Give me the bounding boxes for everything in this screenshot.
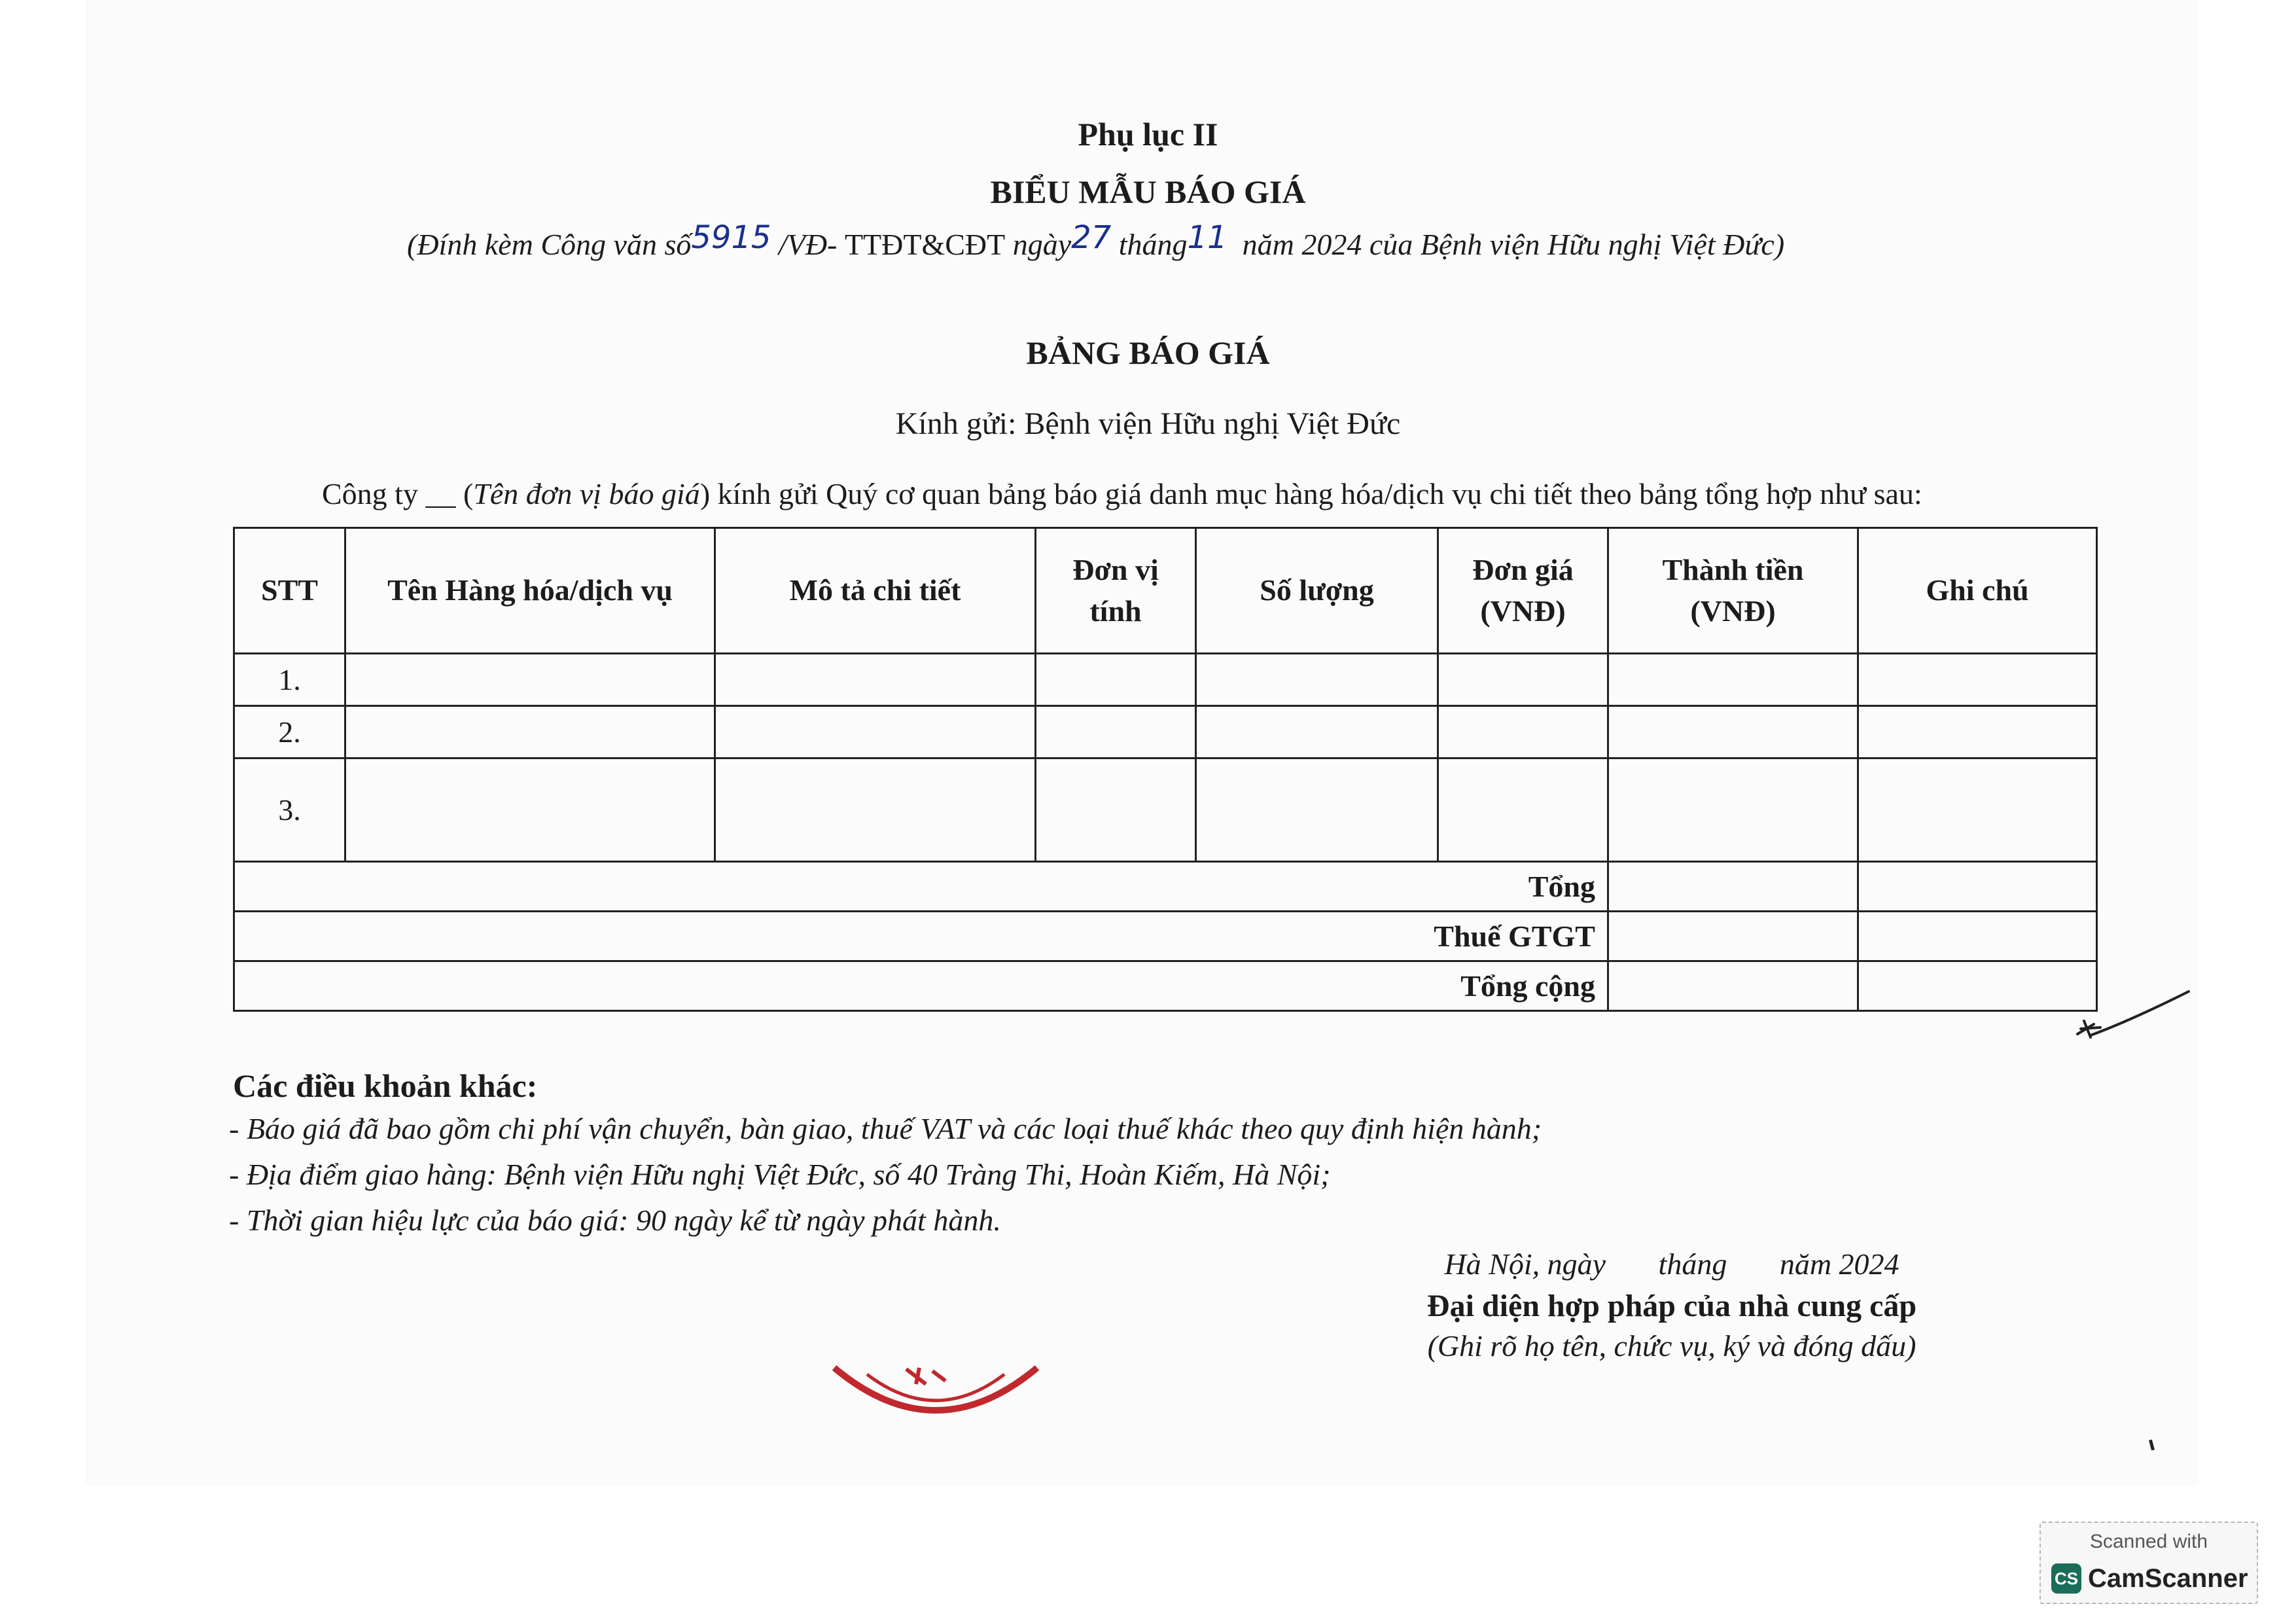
handwritten-day: 27	[1071, 219, 1112, 256]
row-price-cell	[1438, 654, 1608, 706]
subtotal-note-cell	[1858, 862, 2097, 912]
row-stt: 1.	[234, 654, 345, 706]
row-unit-cell	[1036, 758, 1196, 862]
initials-signature	[2064, 988, 2195, 1047]
camscanner-watermark	[2040, 1522, 2258, 1604]
camscanner-brand: CamScanner	[2088, 1564, 2248, 1593]
subtotal-row	[234, 862, 2097, 912]
grand-total-amount-cell	[1608, 961, 1858, 1011]
row-qty-cell	[1196, 654, 1438, 706]
header-description: Mô tả chi tiết	[715, 528, 1036, 654]
quote-title: BẢNG BÁO GIÁ	[1026, 334, 1270, 371]
term-item: - Báo giá đã bao gồm chi phí vận chuyển, bàn giao, thuế VAT và các loại thuế khác theo quy định hiện hành;	[229, 1112, 1542, 1145]
handwritten-month: 11	[1187, 219, 1227, 256]
row-amount-cell	[1608, 654, 1858, 706]
intro-company: Công ty __ (	[322, 477, 474, 510]
form-title: BIỂU MẪU BÁO GIÁ	[990, 173, 1306, 210]
header-quantity: Số lượng	[1196, 528, 1438, 654]
row-note-cell	[1858, 706, 2097, 758]
red-stamp-fragment	[828, 1355, 1044, 1433]
vat-row	[234, 912, 2097, 961]
vat-label: Thuế GTGT	[234, 912, 1608, 961]
intro-company-placeholder: Tên đơn vị báo giá	[473, 477, 700, 510]
quote-table	[233, 527, 2098, 1012]
row-unit-cell	[1036, 706, 1196, 758]
signature-note: (Ghi rõ họ tên, chức vụ, ký và đóng dấu)	[1427, 1329, 1916, 1363]
row-unit-cell	[1036, 654, 1196, 706]
row-note-cell	[1858, 758, 2097, 862]
row-stt: 2.	[234, 706, 345, 758]
terms-title: Các điều khoản khác:	[233, 1067, 538, 1104]
appendix-title: Phụ lục II	[1078, 116, 1218, 152]
table-row	[234, 654, 2097, 706]
header-stt: STT	[234, 528, 345, 654]
intro-paragraph	[322, 476, 1922, 511]
row-amount-cell	[1608, 758, 1858, 862]
subtotal-amount-cell	[1608, 862, 1858, 912]
signature-date-line: Hà Nội, ngày tháng năm 2024	[1444, 1247, 1899, 1281]
row-amount-cell	[1608, 706, 1858, 758]
header-note: Ghi chú	[1858, 528, 2097, 654]
term-item: - Thời gian hiệu lực của báo giá: 90 ngày kể từ ngày phát hành.	[229, 1204, 1001, 1237]
grand-total-note-cell	[1858, 961, 2097, 1011]
grand-total-label: Tổng cộng	[234, 961, 1608, 1011]
row-desc-cell	[715, 654, 1036, 706]
row-qty-cell	[1196, 758, 1438, 862]
header-unit-price: Đơn giá (VNĐ)	[1438, 528, 1608, 654]
row-desc-cell	[715, 706, 1036, 758]
attachment-day-label: ngày	[1012, 228, 1072, 261]
row-name-cell	[345, 706, 715, 758]
handwritten-doc-number: 5915	[691, 219, 771, 256]
row-name-cell	[345, 654, 715, 706]
row-desc-cell	[715, 758, 1036, 862]
attachment-reference	[407, 219, 1785, 262]
attachment-middle: /VĐ-	[779, 228, 838, 261]
term-item: - Địa điểm giao hàng: Bệnh viện Hữu nghị Việt Đức, số 40 Tràng Thi, Hoàn Kiếm, Hà Nội;	[229, 1158, 1331, 1191]
attachment-unit: TTĐT&CĐT	[844, 228, 1006, 261]
intro-text: ) kính gửi Quý cơ quan bảng báo giá danh mục hàng hóa/dịch vụ chi tiết theo bảng tổng hợp như sau:	[699, 477, 1922, 510]
row-price-cell	[1438, 706, 1608, 758]
row-qty-cell	[1196, 706, 1438, 758]
scanned-with-text: Scanned with	[2089, 1531, 2208, 1552]
recipient-line: Kính gửi: Bệnh viện Hữu nghị Việt Đức	[895, 406, 1401, 441]
table-row	[234, 706, 2097, 758]
row-price-cell	[1438, 758, 1608, 862]
row-stt: 3.	[234, 758, 345, 862]
attachment-suffix: năm 2024 của Bệnh viện Hữu nghị Việt Đức)	[1242, 228, 1785, 261]
grand-total-row	[234, 961, 2097, 1011]
subtotal-label: Tổng	[234, 862, 1608, 912]
header-name: Tên Hàng hóa/dịch vụ	[345, 528, 715, 654]
attachment-prefix: (Đính kèm Công văn số	[407, 228, 692, 261]
vat-note-cell	[1858, 912, 2097, 961]
header-unit: Đơn vị tính	[1036, 528, 1196, 654]
header-amount: Thành tiền (VNĐ)	[1608, 528, 1858, 654]
camscanner-logo-icon: CS	[2051, 1563, 2081, 1594]
row-name-cell	[345, 758, 715, 862]
signature-title: Đại diện hợp pháp của nhà cung cấp	[1426, 1289, 1917, 1323]
attachment-month-label: tháng	[1118, 228, 1188, 261]
table-header-row	[234, 528, 2097, 654]
table-row	[234, 758, 2097, 862]
row-note-cell	[1858, 654, 2097, 706]
vat-amount-cell	[1608, 912, 1858, 961]
